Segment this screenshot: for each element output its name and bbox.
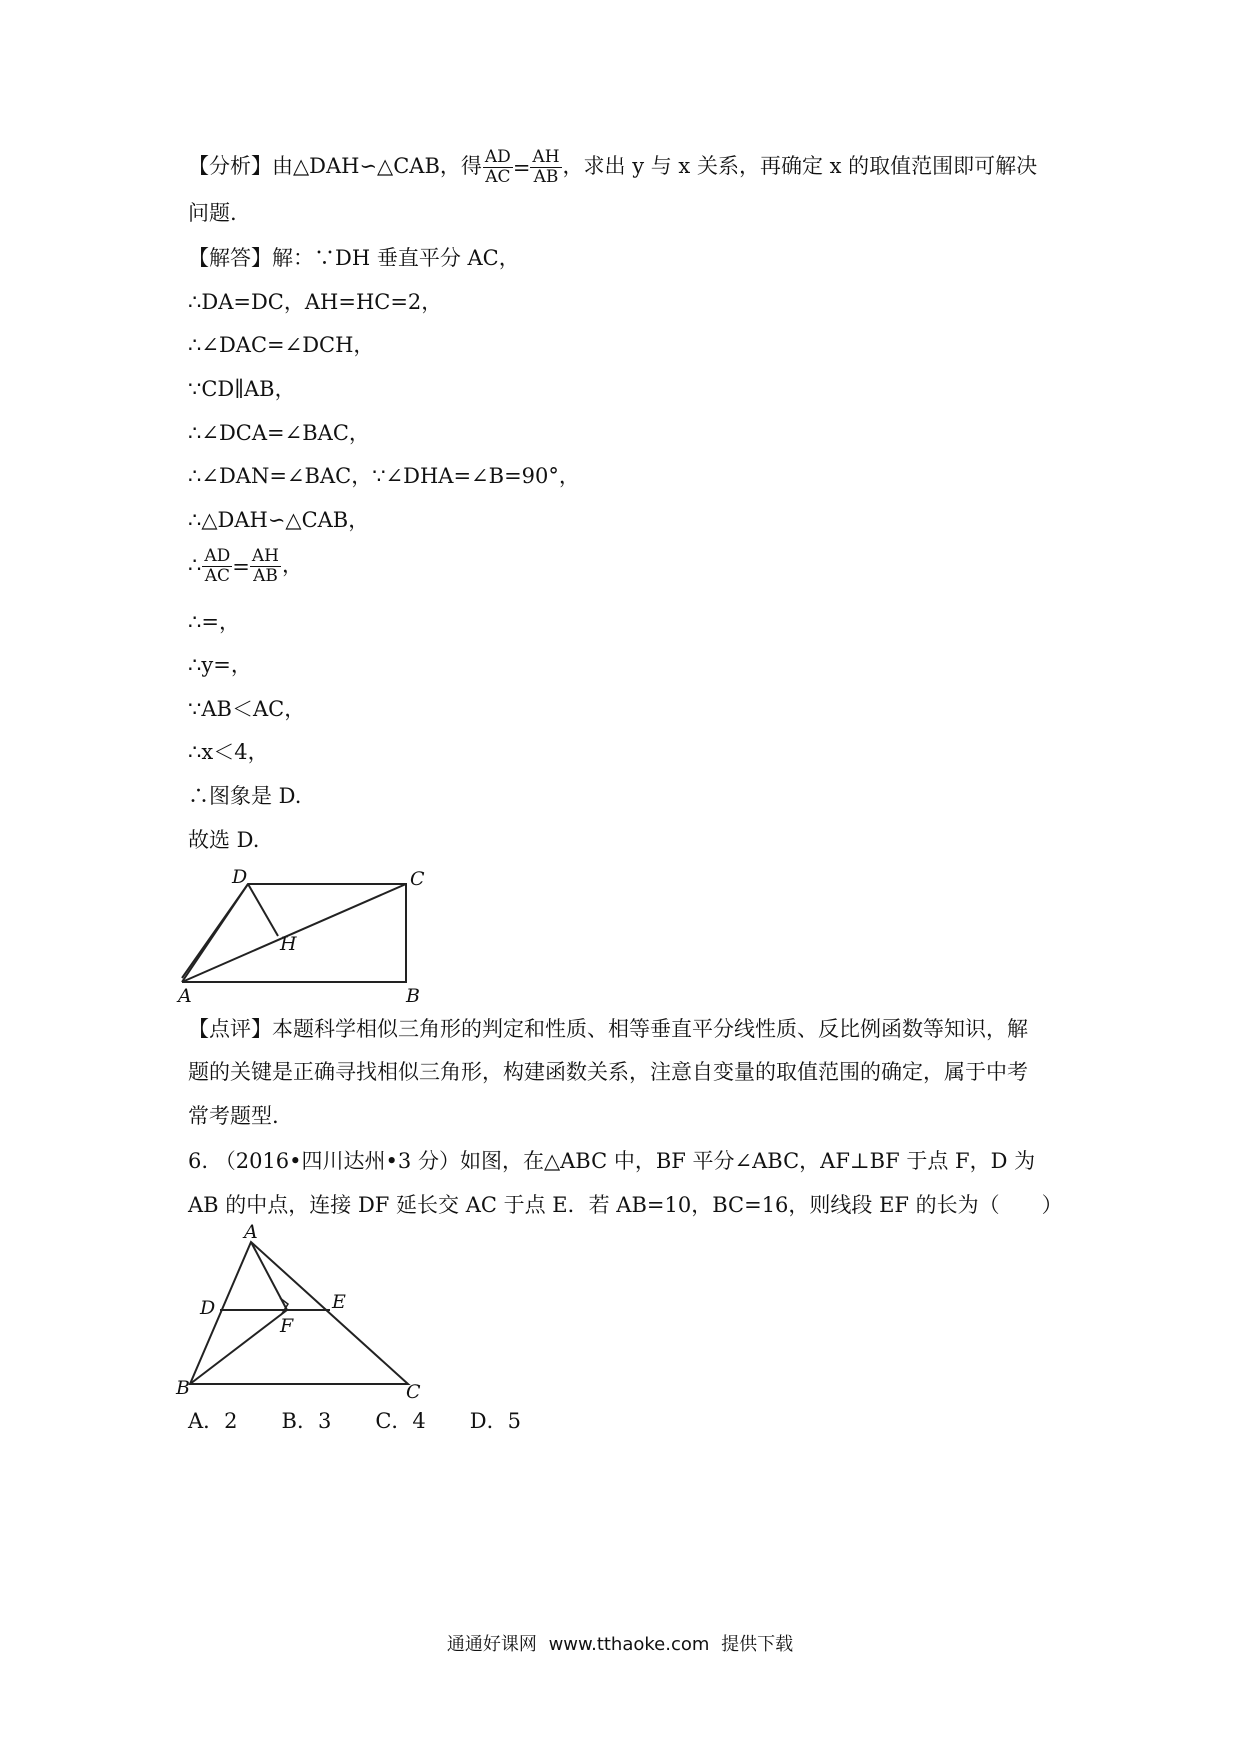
fraction-denominator: AB — [253, 566, 278, 586]
solution-step: ∴图象是 D. — [188, 784, 302, 808]
footer-source: 通通好课网 www.tthaoke.com 提供下载 — [446, 1634, 794, 1655]
option-c: C．4 — [375, 1409, 426, 1433]
figure1-label-b: B — [406, 985, 420, 1007]
solution-step: ∵AB＜AC， — [188, 697, 306, 721]
figure1-label-h: H — [280, 933, 297, 955]
fraction-numerator: AD — [204, 546, 231, 566]
fraction-denominator: AB — [533, 167, 559, 187]
option-d: D．5 — [469, 1409, 521, 1433]
analysis-fraction-2 — [530, 148, 561, 187]
fraction-denominator: AC — [204, 566, 230, 586]
analysis-equals: = — [512, 155, 531, 180]
option-b: B．3 — [281, 1409, 332, 1433]
analysis-continuation: 问题. — [188, 201, 237, 225]
solution-step: ∴∠DAC=∠DCH， — [188, 333, 375, 357]
ratio-fraction-1 — [202, 547, 232, 586]
solution-step: ∴y=， — [188, 653, 252, 677]
solution-step: ∴∠DCA=∠BAC， — [188, 421, 370, 445]
figure-rectangle-diagonal — [180, 868, 440, 1008]
solution-step: ∴=， — [188, 610, 240, 634]
answer-options — [188, 1406, 565, 1436]
solution-intro-line — [188, 243, 520, 273]
review-text-1: 本题科学相似三角形的判定和性质、相等垂直平分线性质、反比例函数等知识，解 — [272, 1017, 1028, 1041]
question6-line-1: 6. （2016•四川达州•3 分）如图，在△ABC 中，BF 平分∠ABC，AF⊥BF 于点 F，D 为 — [188, 1149, 1036, 1173]
ratio-fraction-2 — [250, 547, 281, 586]
fraction-numerator: AH — [532, 147, 560, 167]
analysis-fraction-1 — [483, 148, 513, 187]
figure2-label-d: D — [200, 1297, 216, 1319]
figure2-segment-bf — [190, 1310, 287, 1384]
solution-step: ∵CD∥AB， — [188, 377, 296, 401]
analysis-label: 【分析】 — [188, 154, 272, 178]
ratio-suffix: ， — [282, 553, 304, 577]
solution-step: ∴∠DAN=∠BAC，∵∠DHA=∠B=90°， — [188, 464, 580, 488]
analysis-text-after: ，求出 y 与 x 关系，再确定 x 的取值范围即可解决 — [562, 154, 1038, 178]
figure2-label-b: B — [176, 1377, 190, 1399]
review-line-3: 常考题型. — [188, 1104, 279, 1128]
figure2-label-e: E — [332, 1291, 346, 1313]
solution-conclusion: 故选 D. — [188, 828, 260, 852]
review-line-1 — [188, 1014, 1028, 1044]
ratio-prefix: ∴ — [188, 553, 202, 577]
review-line-2: 题的关键是正确寻找相似三角形，构建函数关系，注意自变量的取值范围的确定，属于中考 — [188, 1060, 1028, 1084]
solution-intro: 解：∵DH 垂直平分 AC， — [272, 246, 520, 270]
fraction-numerator: AH — [251, 546, 280, 566]
solution-ratio-line — [188, 547, 303, 586]
analysis-text-before: 由△DAH∽△CAB，得 — [272, 154, 482, 178]
solution-step: ∴x＜4， — [188, 740, 269, 764]
figure1-label-c: C — [410, 868, 425, 890]
figure2-triangle-abc — [190, 1242, 408, 1384]
figure-triangle — [176, 1221, 470, 1412]
figure2-label-f: F — [280, 1315, 294, 1337]
ratio-equals: = — [232, 554, 250, 579]
solution-step: ∴DA=DC，AH=HC=2， — [188, 290, 443, 314]
figure2-label-c: C — [406, 1381, 421, 1403]
figure1-label-a: A — [178, 985, 192, 1007]
option-a: A．2 — [188, 1409, 238, 1433]
figure1-segment-dh — [248, 884, 278, 936]
solution-label: 【解答】 — [188, 246, 272, 270]
solution-step: ∴△DAH∽△CAB， — [188, 508, 370, 532]
analysis-line — [188, 148, 1037, 187]
fraction-numerator: AD — [484, 147, 511, 167]
figure1-label-d: D — [232, 866, 248, 888]
question6-line-2: AB 的中点，连接 DF 延长交 AC 于点 E．若 AB=10，BC=16，则线段 EF 的长为（ ） — [188, 1193, 1063, 1217]
review-label: 【点评】 — [188, 1017, 272, 1041]
figure2-label-a: A — [244, 1221, 258, 1243]
fraction-denominator: AC — [485, 167, 511, 187]
